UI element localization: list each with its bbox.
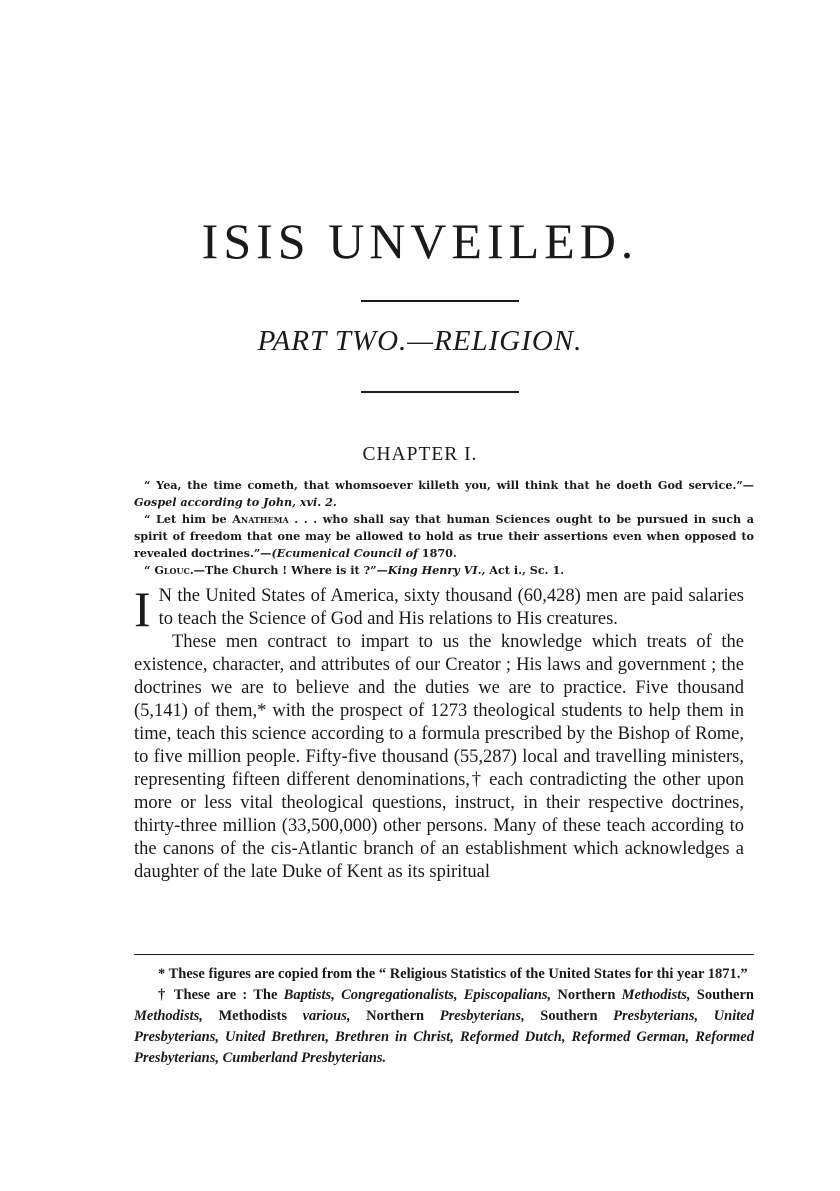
body-paragraph: These men contract to impart to us the knowledge which treats of the existence, character, and attributes of our Creator ; His laws and government ; the doctrines we are to believe and the duties we are to practice. Five thousand (5,141) of them,* with the prospect of 1273 theological students to help them in time, teach this science according to a formula prescribed by the Bishop of Rome, to five million people. Fifty-five thousand (55,287) local and travelling ministers, representing fifteen different denominations,† each contradicting the other upon more or less vital theological questions, instruct, in their respective doctrines, thirty-three million (33,500,000) other persons. Many of these teach according to the canons of the cis-Atlantic branch of an establishment which acknowledges a daughter of the late Duke of Kent as its spiritual <box>134 632 744 882</box>
title-divider-top <box>361 300 519 302</box>
epigraph-smallcaps: Anathema <box>232 512 289 526</box>
body-paragraph <box>134 581 744 637</box>
drop-cap: I <box>134 581 151 637</box>
footnote-italic-text: Methodists, <box>134 1008 203 1024</box>
epigraph-smallcaps: Glouc. <box>154 563 194 577</box>
footnote-text: Methodists <box>202 1008 303 1024</box>
chapter-body <box>134 581 744 884</box>
title-divider-bottom <box>361 391 519 393</box>
book-title: ISIS UNVEILED. <box>201 213 639 269</box>
footnote <box>134 985 754 1069</box>
epigraph-source: (Ecumenical Council of <box>271 546 418 560</box>
footnote-italic-text: Presbyterians, United Presbyterians, United Brethren, Brethren in Christ, Reformed Dutch, Reformed German, Reformed Presbyterians, Cumberland Presbyterians. <box>134 1008 754 1066</box>
part-title: PART TWO.—RELIGION. <box>257 325 583 357</box>
epigraph-text: —The Church ! Where is it ?”— <box>193 563 388 577</box>
footnote-text: Southern <box>524 1008 614 1024</box>
footnote-italic-text: Methodists, <box>621 987 691 1003</box>
epigraph <box>134 511 754 562</box>
epigraph-text: “ Yea, the time cometh, that whomsoever killeth you, will think that he doeth God service.”— <box>144 478 754 492</box>
footnotes <box>134 964 754 1069</box>
footnote-italic-text: various, <box>302 1008 351 1024</box>
epigraphs <box>134 477 754 579</box>
chapter-title: CHAPTER I. <box>362 444 478 465</box>
footnote-text: Northern <box>551 987 622 1003</box>
epigraph-tail: Act i., Sc. 1. <box>485 563 565 577</box>
epigraph-tail: 1870. <box>417 546 457 560</box>
epigraph <box>134 477 754 511</box>
footnote-italic-text: Baptists, Congregationalists, Episcopalians, <box>283 987 552 1003</box>
epigraph-lead: “ Let him be <box>144 512 233 526</box>
footnote-text: † These are : The <box>158 987 284 1003</box>
epigraph-text: . . . who shall say that human Sciences ought to be pursued in such a spirit of freedom that one may be allowed to hold as true their assertions even when opposed to revealed doctrines.”— <box>134 512 755 560</box>
footnote-text: Northern <box>350 1008 440 1024</box>
epigraph-source: King Henry VI., <box>387 563 486 577</box>
footnote-text: * These figures are copied from the “ Religious Statistics of the United States for thi year 1871.” <box>158 966 748 982</box>
footnote-text: Southern <box>690 987 754 1003</box>
epigraph-lead: “ <box>144 563 155 577</box>
footnote-italic-text: Presbyterians, <box>439 1008 525 1024</box>
footnote <box>134 964 754 985</box>
paragraph-text: N the United States of America, sixty thousand (60,428) men are paid salaries to teach the Science of God and His relations to His creatures. <box>158 586 744 629</box>
footnote-divider <box>134 954 754 955</box>
epigraph <box>134 562 754 579</box>
epigraph-source: Gospel according to John, xvi. 2. <box>134 495 337 509</box>
